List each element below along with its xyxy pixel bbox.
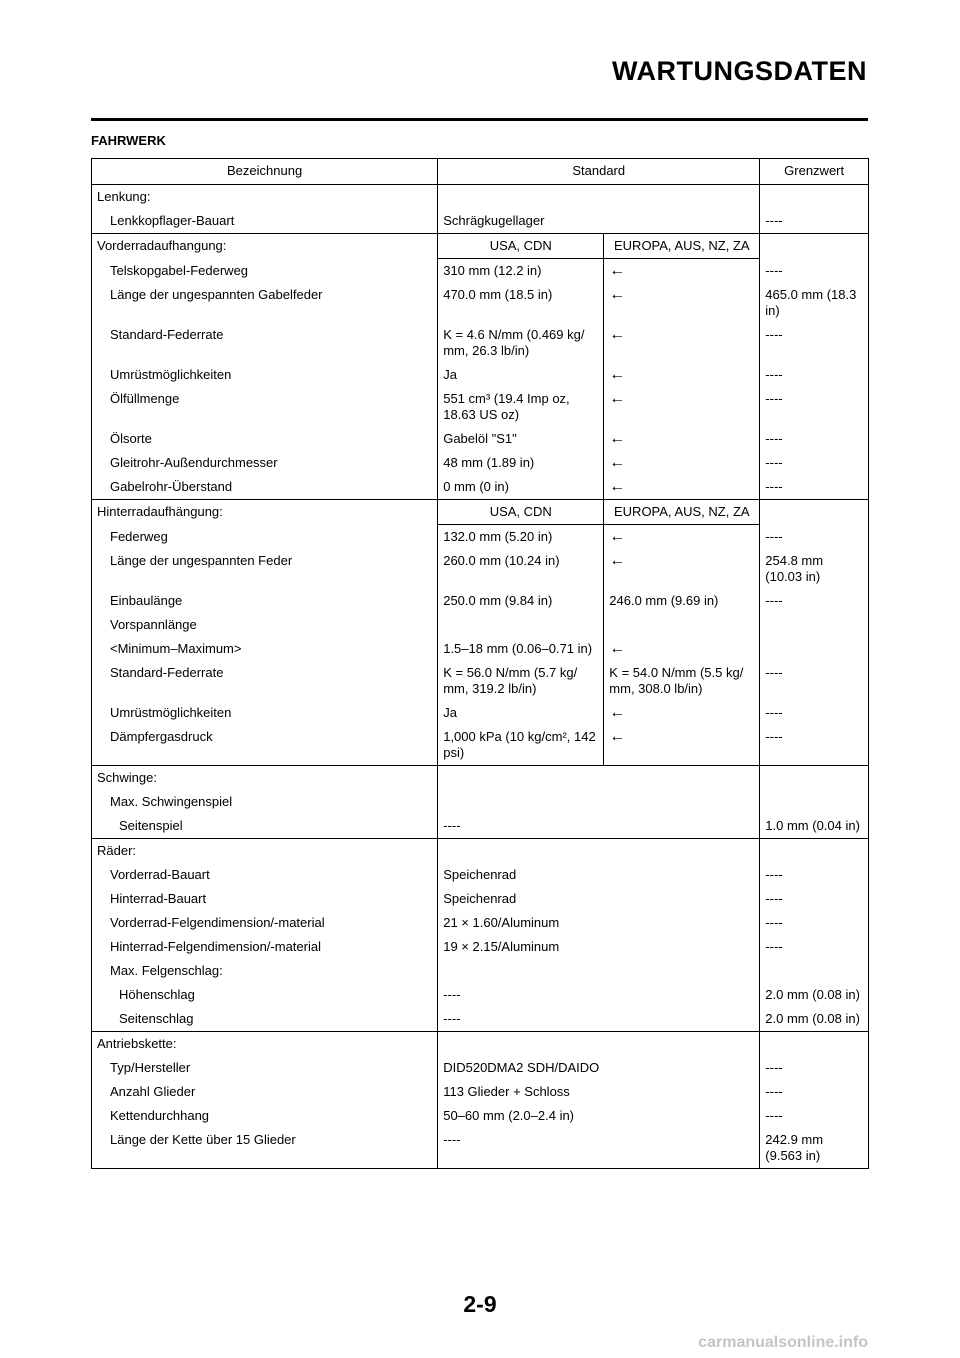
table-row (92, 613, 869, 637)
table-row (92, 1104, 869, 1128)
table-row (92, 959, 869, 983)
table-row (92, 363, 869, 387)
row-limit (760, 637, 869, 661)
row-limit: ---- (760, 887, 869, 911)
row-name: Vorderrad-Felgendimension/-material (110, 915, 325, 930)
region-header-usa: USA, CDN (438, 500, 604, 525)
page-number: 2-9 (463, 1291, 497, 1317)
row-name: Ölsorte (110, 431, 152, 446)
table-row (92, 661, 869, 701)
row-standard: ---- (438, 1128, 760, 1169)
region-header-usa: USA, CDN (438, 234, 604, 259)
row-name: Dämpfergasdruck (110, 729, 213, 744)
header-standard: Standard (438, 159, 760, 185)
row-name: Gabelrohr-Überstand (110, 479, 233, 494)
group-row-kette (92, 1032, 869, 1057)
row-value-a: Ja (438, 701, 604, 725)
row-name: Länge der ungespannten Gabelfeder (110, 287, 323, 302)
table-row (92, 911, 869, 935)
row-limit: ---- (760, 475, 869, 500)
row-value-a: Ja (438, 363, 604, 387)
row-value-b: ← (604, 725, 760, 766)
row-limit: ---- (760, 363, 869, 387)
row-name: Umrüstmöglichkeiten (110, 705, 232, 720)
group-row-hinterrad (92, 500, 869, 525)
table-row (92, 1056, 869, 1080)
row-value-b: ← (609, 454, 626, 471)
row-value-b: ← (609, 390, 626, 407)
title-rule (91, 118, 868, 121)
row-standard: 113 Glieder + Schloss (438, 1080, 760, 1104)
table-row (92, 209, 869, 234)
row-limit: ---- (760, 935, 869, 959)
row-name: Standard-Federrate (110, 665, 224, 680)
row-limit: ---- (760, 323, 869, 363)
group-row-vorderrad (92, 234, 869, 259)
region-header-europa: EUROPA, AUS, NZ, ZA (604, 234, 760, 259)
page-title: WARTUNGSDATEN (612, 56, 867, 86)
table-row (92, 863, 869, 887)
row-standard: DID520DMA2 SDH/DAIDO (438, 1056, 760, 1080)
table-header-row (92, 159, 869, 185)
group-label: Antriebskette: (92, 1032, 438, 1057)
row-name: Einbaulänge (110, 593, 183, 608)
row-name: <Minimum–Maximum> (110, 641, 242, 656)
table-row (92, 637, 869, 661)
row-name: Max. Schwingenspiel (110, 794, 233, 809)
row-standard: 19 × 2.15/Aluminum (438, 935, 760, 959)
row-limit: ---- (760, 911, 869, 935)
header-grenzwert: Grenzwert (760, 159, 869, 185)
row-name: Länge der ungespannten Feder (110, 553, 293, 568)
watermark: carmanualsonline.info (698, 1334, 868, 1351)
row-value-b: ← (609, 528, 626, 545)
row-limit: ---- (760, 701, 869, 725)
row-standard: Speichenrad (438, 863, 760, 887)
table-row (92, 283, 869, 323)
row-value-a: 310 mm (12.2 in) (438, 259, 604, 284)
row-limit: ---- (760, 1080, 869, 1104)
row-limit: ---- (760, 1104, 869, 1128)
row-value-a: 470.0 mm (18.5 in) (438, 283, 604, 323)
group-label: Lenkung: (92, 185, 438, 210)
table-row (92, 983, 869, 1007)
row-value-a: 260.0 mm (10.24 in) (438, 549, 604, 589)
row-name: Kettendurchhang (110, 1108, 210, 1123)
row-standard: 21 × 1.60/Aluminum (438, 911, 760, 935)
table-row (92, 549, 869, 589)
row-standard: 50–60 mm (2.0–2.4 in) (438, 1104, 760, 1128)
row-limit: ---- (760, 589, 869, 613)
row-limit (760, 959, 869, 983)
row-limit: ---- (760, 259, 869, 284)
group-label: Vorderradaufhangung: (92, 234, 438, 259)
row-name: Vorderrad-Bauart (110, 867, 210, 882)
row-limit: 1.0 mm (0.04 in) (760, 814, 869, 839)
table-row (92, 814, 869, 839)
row-limit: 465.0 mm (18.3 in) (760, 283, 869, 323)
row-standard: ---- (438, 1007, 760, 1032)
row-value-a: 551 cm³ (19.4 Imp oz, 18.63 US oz) (438, 387, 604, 427)
row-name: Standard-Federrate (110, 327, 224, 342)
table-row (92, 725, 869, 766)
row-name: Hinterrad-Bauart (110, 891, 207, 906)
header-bezeichnung: Bezeichnung (92, 159, 438, 185)
table-row (92, 935, 869, 959)
group-label: Hinterradaufhängung: (92, 500, 438, 525)
table-row (92, 887, 869, 911)
table-row (92, 701, 869, 725)
table-row (92, 475, 869, 500)
row-limit (760, 613, 869, 637)
table-row (92, 790, 869, 814)
spec-table (91, 158, 869, 1169)
row-value-b: ← (609, 704, 626, 721)
row-standard: Speichenrad (438, 887, 760, 911)
row-value-b: ← (609, 286, 626, 303)
group-label: Räder: (92, 839, 438, 864)
group-label: Schwinge: (92, 766, 438, 791)
row-name: Federweg (110, 528, 168, 544)
group-row-schwinge (92, 766, 869, 791)
row-limit: 2.0 mm (0.08 in) (760, 1007, 869, 1032)
row-limit: ---- (760, 209, 869, 234)
row-name: Seitenschlag (119, 1011, 194, 1026)
table-row (92, 427, 869, 451)
row-value-a: 250.0 mm (9.84 in) (438, 589, 604, 613)
row-limit: ---- (760, 525, 869, 550)
group-row-raeder (92, 839, 869, 864)
row-name: Höhenschlag (119, 987, 195, 1002)
row-value-b: ← (604, 475, 760, 500)
row-name: Anzahl Glieder (110, 1084, 196, 1099)
row-value-b: 246.0 mm (9.69 in) (609, 593, 719, 608)
row-value-a: 1,000 kPa (10 kg/cm², 142 psi) (438, 725, 604, 766)
row-name: Länge der Kette über 15 Glieder (110, 1132, 296, 1147)
table-row (92, 525, 869, 550)
row-value-a: K = 56.0 N/mm (5.7 kg/ mm, 319.2 lb/in) (438, 661, 604, 701)
table-row (92, 323, 869, 363)
row-value-a: K = 4.6 N/mm (0.469 kg/ mm, 26.3 lb/in) (438, 323, 604, 363)
row-limit: ---- (760, 451, 869, 475)
row-name: Gleitrohr-Außendurchmesser (110, 455, 278, 470)
table-row (92, 1007, 869, 1032)
row-value-a: 48 mm (1.89 in) (438, 451, 604, 475)
row-limit: ---- (760, 863, 869, 887)
row-value-b: ← (609, 262, 626, 279)
row-name: Lenkkopflager-Bauart (110, 213, 235, 228)
section-title: FAHRWERK (91, 133, 166, 148)
row-value-a: 132.0 mm (5.20 in) (438, 525, 604, 550)
row-value-a: Gabelöl "S1" (438, 427, 604, 451)
group-row-lenkung (92, 185, 869, 210)
row-limit: 2.0 mm (0.08 in) (760, 983, 869, 1007)
row-name: Hinterrad-Felgendimension/-material (110, 939, 321, 954)
region-header-europa: EUROPA, AUS, NZ, ZA (604, 500, 760, 525)
row-name: Seitenspiel (119, 818, 183, 833)
row-name: Ölfüllmenge (110, 391, 180, 406)
row-limit: ---- (760, 661, 869, 701)
table-row (92, 451, 869, 475)
row-limit: ---- (760, 1056, 869, 1080)
table-row (92, 259, 869, 284)
table-row (92, 589, 869, 613)
row-value-b: ← (609, 326, 626, 343)
row-value-a (438, 613, 604, 637)
row-value-b: ← (609, 430, 626, 447)
row-value-a: 0 mm (0 in) (438, 475, 604, 500)
row-value-b: ← (609, 640, 626, 657)
table-row (92, 387, 869, 427)
row-limit: ---- (760, 387, 869, 427)
row-name: Typ/Hersteller (110, 1060, 191, 1075)
row-standard (438, 959, 760, 983)
row-name: Max. Felgenschlag: (110, 963, 223, 978)
row-value-a: 1.5–18 mm (0.06–0.71 in) (438, 637, 604, 661)
row-value-b: ← (609, 552, 626, 569)
row-limit: 242.9 mm (9.563 in) (760, 1128, 869, 1169)
row-value-b (604, 613, 760, 637)
table-row (92, 1080, 869, 1104)
row-standard: Schrägkugellager (438, 209, 760, 234)
row-value-b: K = 54.0 N/mm (5.5 kg/ mm, 308.0 lb/in) (609, 665, 744, 696)
row-name: Umrüstmöglichkeiten (110, 367, 232, 382)
row-limit: 254.8 mm (10.03 in) (760, 549, 869, 589)
row-standard: ---- (438, 814, 760, 839)
row-limit: ---- (760, 725, 869, 766)
row-name: Telskopgabel-Federweg (110, 262, 249, 278)
row-name: Vorspannlänge (110, 617, 197, 632)
table-row (92, 1128, 869, 1169)
row-value-b: ← (609, 366, 626, 383)
row-limit: ---- (760, 427, 869, 451)
row-limit (760, 790, 869, 814)
row-standard (438, 790, 760, 814)
row-standard: ---- (438, 983, 760, 1007)
